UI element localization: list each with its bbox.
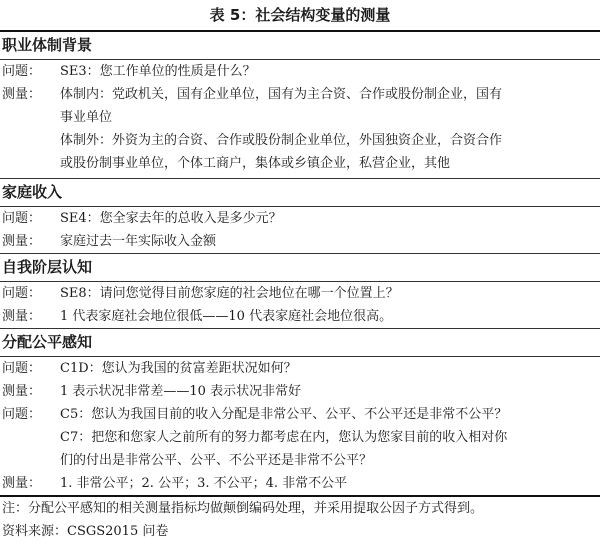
section-heading-fairness: 分配公平感知	[2, 333, 93, 351]
measure-line: 体制内：党政机关，国有企业单位，国有为主合资、合作或股份制企业，国有	[60, 87, 503, 102]
measure-text: 家庭过去一年实际收入金额	[60, 234, 217, 249]
measure-row	[0, 380, 600, 403]
measure-line: 事业单位	[60, 110, 113, 125]
measure-line: 体制外：外资为主的合资、合作或股份制企业单位，外国独资企业，合资合作	[60, 133, 503, 148]
section-heading-class: 自我阶层认知	[2, 258, 93, 276]
question-line: 们的付出是非常公平、公平、不公平还是非常不公平？	[60, 453, 373, 468]
measure-text: 1 代表家庭社会地位很低——10 代表家庭社会地位很高。	[60, 309, 393, 324]
question-label: 问题：	[2, 286, 42, 301]
question-row	[0, 357, 600, 380]
question-label: 问题：	[2, 407, 42, 422]
table-note: 注：分配公平感知的相关测量指标均做颠倒编码处理，并采用提取公因子方式得到。	[2, 501, 484, 516]
question-text: SE3：您工作单位的性质是什么？	[60, 64, 256, 79]
measure-row	[0, 230, 600, 253]
question-text	[60, 403, 600, 472]
question-text: SE8：请问您觉得目前您家庭的社会地位在哪一个位置上？	[60, 286, 399, 301]
measure-row	[0, 472, 600, 495]
measure-label: 测量：	[2, 309, 42, 324]
measure-row	[0, 305, 600, 328]
question-row	[0, 60, 600, 83]
question-label: 问题：	[2, 361, 42, 376]
measure-text: 1 表示状况非常差——10 表示状况非常好	[60, 384, 302, 399]
question-row	[0, 207, 600, 230]
question-label: 问题：	[2, 64, 42, 79]
question-text: SE4：您全家去年的总收入是多少元？	[60, 211, 282, 226]
section-heading-occupation: 职业体制背景	[2, 36, 93, 54]
question-label: 问题：	[2, 211, 42, 226]
section-heading-income: 家庭收入	[2, 183, 63, 201]
question-line: C7：把您和您家人之前所有的努力都考虑在内，您认为您家目前的收入相对你	[60, 430, 508, 445]
table-title: 表 5：社会结构变量的测量	[209, 6, 391, 24]
question-row	[0, 403, 600, 472]
measure-label: 测量：	[2, 87, 42, 102]
question-row	[0, 282, 600, 305]
question-text: C1D：您认为我国的贫富差距状况如何？	[60, 361, 297, 376]
measure-text: 1. 非常公平；2. 公平；3. 不公平；4. 非常不公平	[60, 476, 348, 491]
measure-text	[60, 83, 600, 175]
question-line: C5：您认为我国目前的收入分配是非常公平、公平、不公平还是非常不公平？	[60, 407, 508, 422]
table-source: 资料来源：CSGS2015 问卷	[2, 524, 169, 539]
measure-label: 测量：	[2, 476, 42, 491]
measure-row	[0, 83, 600, 175]
measure-label: 测量：	[2, 234, 42, 249]
measure-line: 或股份制事业单位，个体工商户，集体或乡镇企业，私营企业，其他	[60, 156, 451, 171]
measure-label: 测量：	[2, 384, 42, 399]
